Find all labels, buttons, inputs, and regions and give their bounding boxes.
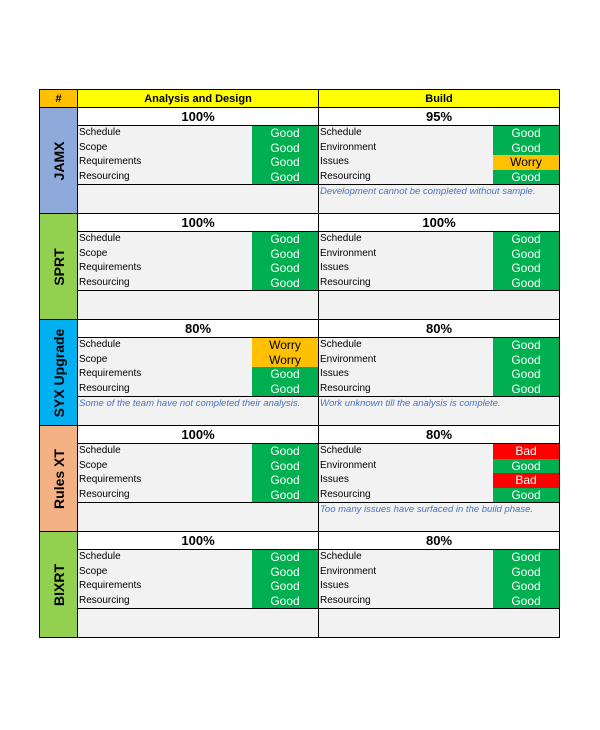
status-row xyxy=(78,488,318,503)
status-row xyxy=(319,594,559,609)
status-label: Resourcing xyxy=(79,382,130,394)
status-label: Schedule xyxy=(79,551,121,562)
status-row xyxy=(319,261,559,276)
build-cell xyxy=(319,108,560,214)
status-row xyxy=(78,444,318,459)
build-cell xyxy=(319,320,560,426)
status-label: Resourcing xyxy=(320,382,371,394)
status-row xyxy=(319,459,559,474)
status-label: Schedule xyxy=(320,551,362,562)
header-row xyxy=(40,90,560,108)
status-row xyxy=(78,261,318,276)
status-label: Resourcing xyxy=(79,170,130,182)
status-badge: Good xyxy=(252,276,318,291)
status-badge: Good xyxy=(493,141,559,156)
status-badge: Good xyxy=(252,126,318,141)
status-label: Schedule xyxy=(79,339,121,350)
status-table xyxy=(39,89,560,638)
status-row xyxy=(319,353,559,368)
status-label: Issues xyxy=(320,474,349,485)
status-label: Requirements xyxy=(79,474,142,485)
status-label: Resourcing xyxy=(320,594,371,606)
status-badge: Bad xyxy=(493,444,559,459)
status-row xyxy=(78,459,318,474)
analysis-percent: 100% xyxy=(78,532,318,550)
analysis-status-list xyxy=(78,444,318,502)
analysis-cell xyxy=(78,108,319,214)
status-row xyxy=(319,550,559,565)
status-label: Resourcing xyxy=(320,488,371,500)
status-badge: Good xyxy=(493,338,559,353)
status-row xyxy=(78,594,318,609)
status-label: Resourcing xyxy=(79,488,130,500)
status-badge: Good xyxy=(493,550,559,565)
project-name-cell xyxy=(40,532,78,638)
status-badge: Good xyxy=(252,367,318,382)
project-row xyxy=(40,426,560,532)
header-build: Build xyxy=(319,90,560,108)
build-note-box xyxy=(319,290,559,319)
status-label: Environment xyxy=(320,459,377,471)
status-row xyxy=(78,473,318,488)
status-badge: Worry xyxy=(252,353,318,368)
header-analysis: Analysis and Design xyxy=(78,90,319,108)
status-label: Scope xyxy=(79,565,108,577)
status-badge: Good xyxy=(252,565,318,580)
analysis-percent: 100% xyxy=(78,214,318,232)
build-note: Work unknown till the analysis is complete. xyxy=(320,398,501,409)
status-label: Issues xyxy=(320,156,349,167)
project-name: SYX Upgrade xyxy=(50,328,67,417)
analysis-note-box xyxy=(78,184,318,213)
status-row xyxy=(319,488,559,503)
analysis-note-box xyxy=(78,290,318,319)
status-row xyxy=(319,444,559,459)
analysis-percent: 100% xyxy=(78,108,318,126)
status-label: Schedule xyxy=(79,127,121,138)
analysis-note-box xyxy=(78,396,318,425)
analysis-status-list xyxy=(78,232,318,290)
project-name-cell xyxy=(40,108,78,214)
status-row xyxy=(319,155,559,170)
status-label: Schedule xyxy=(320,127,362,138)
status-badge: Good xyxy=(493,261,559,276)
status-label: Resourcing xyxy=(320,170,371,182)
status-label: Schedule xyxy=(79,445,121,456)
status-badge: Good xyxy=(252,550,318,565)
status-row xyxy=(78,550,318,565)
build-status-list xyxy=(319,338,559,396)
analysis-cell xyxy=(78,532,319,638)
status-label: Schedule xyxy=(320,233,362,244)
analysis-status-list xyxy=(78,550,318,608)
status-row xyxy=(319,579,559,594)
status-label: Schedule xyxy=(320,339,362,350)
status-row xyxy=(78,579,318,594)
status-row xyxy=(319,276,559,291)
status-label: Environment xyxy=(320,247,377,259)
project-row xyxy=(40,108,560,214)
status-badge: Good xyxy=(493,353,559,368)
status-badge: Good xyxy=(252,473,318,488)
status-label: Schedule xyxy=(79,233,121,244)
analysis-status-list xyxy=(78,126,318,184)
analysis-cell xyxy=(78,320,319,426)
status-label: Environment xyxy=(320,141,377,153)
build-percent: 80% xyxy=(319,426,559,444)
build-note-box xyxy=(319,396,559,425)
status-badge: Worry xyxy=(493,155,559,170)
status-badge: Good xyxy=(252,261,318,276)
status-row xyxy=(78,155,318,170)
status-row xyxy=(319,247,559,262)
build-percent: 100% xyxy=(319,214,559,232)
status-label: Environment xyxy=(320,565,377,577)
status-badge: Good xyxy=(252,382,318,397)
build-percent: 80% xyxy=(319,320,559,338)
status-badge: Good xyxy=(493,367,559,382)
status-label: Requirements xyxy=(79,156,142,167)
status-badge: Good xyxy=(252,579,318,594)
status-badge: Good xyxy=(493,247,559,262)
status-badge: Good xyxy=(493,488,559,503)
status-row xyxy=(78,276,318,291)
build-note: Too many issues have surfaced in the build phase. xyxy=(320,504,534,515)
status-row xyxy=(319,473,559,488)
status-row xyxy=(78,232,318,247)
status-row xyxy=(319,382,559,397)
status-badge: Good xyxy=(252,444,318,459)
status-row xyxy=(319,141,559,156)
project-name: BIXRT xyxy=(50,563,67,606)
status-badge: Good xyxy=(252,170,318,185)
status-badge: Good xyxy=(493,565,559,580)
build-note-box xyxy=(319,608,559,637)
build-note-box xyxy=(319,184,559,213)
status-label: Issues xyxy=(320,580,349,591)
status-label: Scope xyxy=(79,247,108,259)
build-status-list xyxy=(319,550,559,608)
status-badge: Bad xyxy=(493,473,559,488)
project-row xyxy=(40,214,560,320)
build-cell xyxy=(319,214,560,320)
status-badge: Worry xyxy=(252,338,318,353)
status-row xyxy=(78,170,318,185)
analysis-cell xyxy=(78,426,319,532)
status-badge: Good xyxy=(252,459,318,474)
project-name-cell xyxy=(40,214,78,320)
status-badge: Good xyxy=(493,276,559,291)
status-row xyxy=(78,338,318,353)
status-badge: Good xyxy=(252,488,318,503)
status-row xyxy=(78,126,318,141)
status-label: Resourcing xyxy=(79,276,130,288)
build-note-box xyxy=(319,502,559,531)
status-badge: Good xyxy=(493,170,559,185)
header-hash: # xyxy=(40,90,78,108)
analysis-note-box xyxy=(78,608,318,637)
status-badge: Good xyxy=(493,126,559,141)
build-note: Development cannot be completed without sample. xyxy=(320,186,536,197)
status-label: Issues xyxy=(320,262,349,273)
status-row xyxy=(319,338,559,353)
status-label: Scope xyxy=(79,353,108,365)
status-label: Issues xyxy=(320,368,349,379)
analysis-percent: 100% xyxy=(78,426,318,444)
status-row xyxy=(78,382,318,397)
analysis-status-list xyxy=(78,338,318,396)
status-badge: Good xyxy=(493,594,559,609)
status-label: Requirements xyxy=(79,368,142,379)
status-row xyxy=(319,170,559,185)
status-badge: Good xyxy=(493,459,559,474)
status-row xyxy=(319,126,559,141)
status-badge: Good xyxy=(252,155,318,170)
status-label: Resourcing xyxy=(79,594,130,606)
build-cell xyxy=(319,426,560,532)
status-label: Environment xyxy=(320,353,377,365)
status-row xyxy=(78,565,318,580)
status-row xyxy=(78,367,318,382)
project-name: SPRT xyxy=(50,247,67,286)
build-status-list xyxy=(319,126,559,184)
status-row xyxy=(319,367,559,382)
status-sheet xyxy=(39,89,560,639)
build-status-list xyxy=(319,444,559,502)
status-badge: Good xyxy=(252,247,318,262)
build-cell xyxy=(319,532,560,638)
status-label: Scope xyxy=(79,459,108,471)
status-label: Resourcing xyxy=(320,276,371,288)
build-status-list xyxy=(319,232,559,290)
project-name: Rules XT xyxy=(50,448,67,509)
status-row xyxy=(78,353,318,368)
status-row xyxy=(78,247,318,262)
status-badge: Good xyxy=(493,579,559,594)
status-badge: Good xyxy=(493,232,559,247)
status-badge: Good xyxy=(252,232,318,247)
project-row xyxy=(40,320,560,426)
build-percent: 95% xyxy=(319,108,559,126)
status-badge: Good xyxy=(252,594,318,609)
analysis-percent: 80% xyxy=(78,320,318,338)
status-label: Requirements xyxy=(79,262,142,273)
analysis-note: Some of the team have not completed their analysis. xyxy=(79,398,301,409)
project-row xyxy=(40,532,560,638)
build-percent: 80% xyxy=(319,532,559,550)
status-badge: Good xyxy=(493,382,559,397)
status-label: Requirements xyxy=(79,580,142,591)
status-row xyxy=(319,565,559,580)
status-row xyxy=(78,141,318,156)
project-name-cell xyxy=(40,320,78,426)
status-row xyxy=(319,232,559,247)
project-name-cell xyxy=(40,426,78,532)
project-name: JAMX xyxy=(50,141,67,180)
status-label: Scope xyxy=(79,141,108,153)
status-label: Schedule xyxy=(320,445,362,456)
status-badge: Good xyxy=(252,141,318,156)
analysis-cell xyxy=(78,214,319,320)
analysis-note-box xyxy=(78,502,318,531)
